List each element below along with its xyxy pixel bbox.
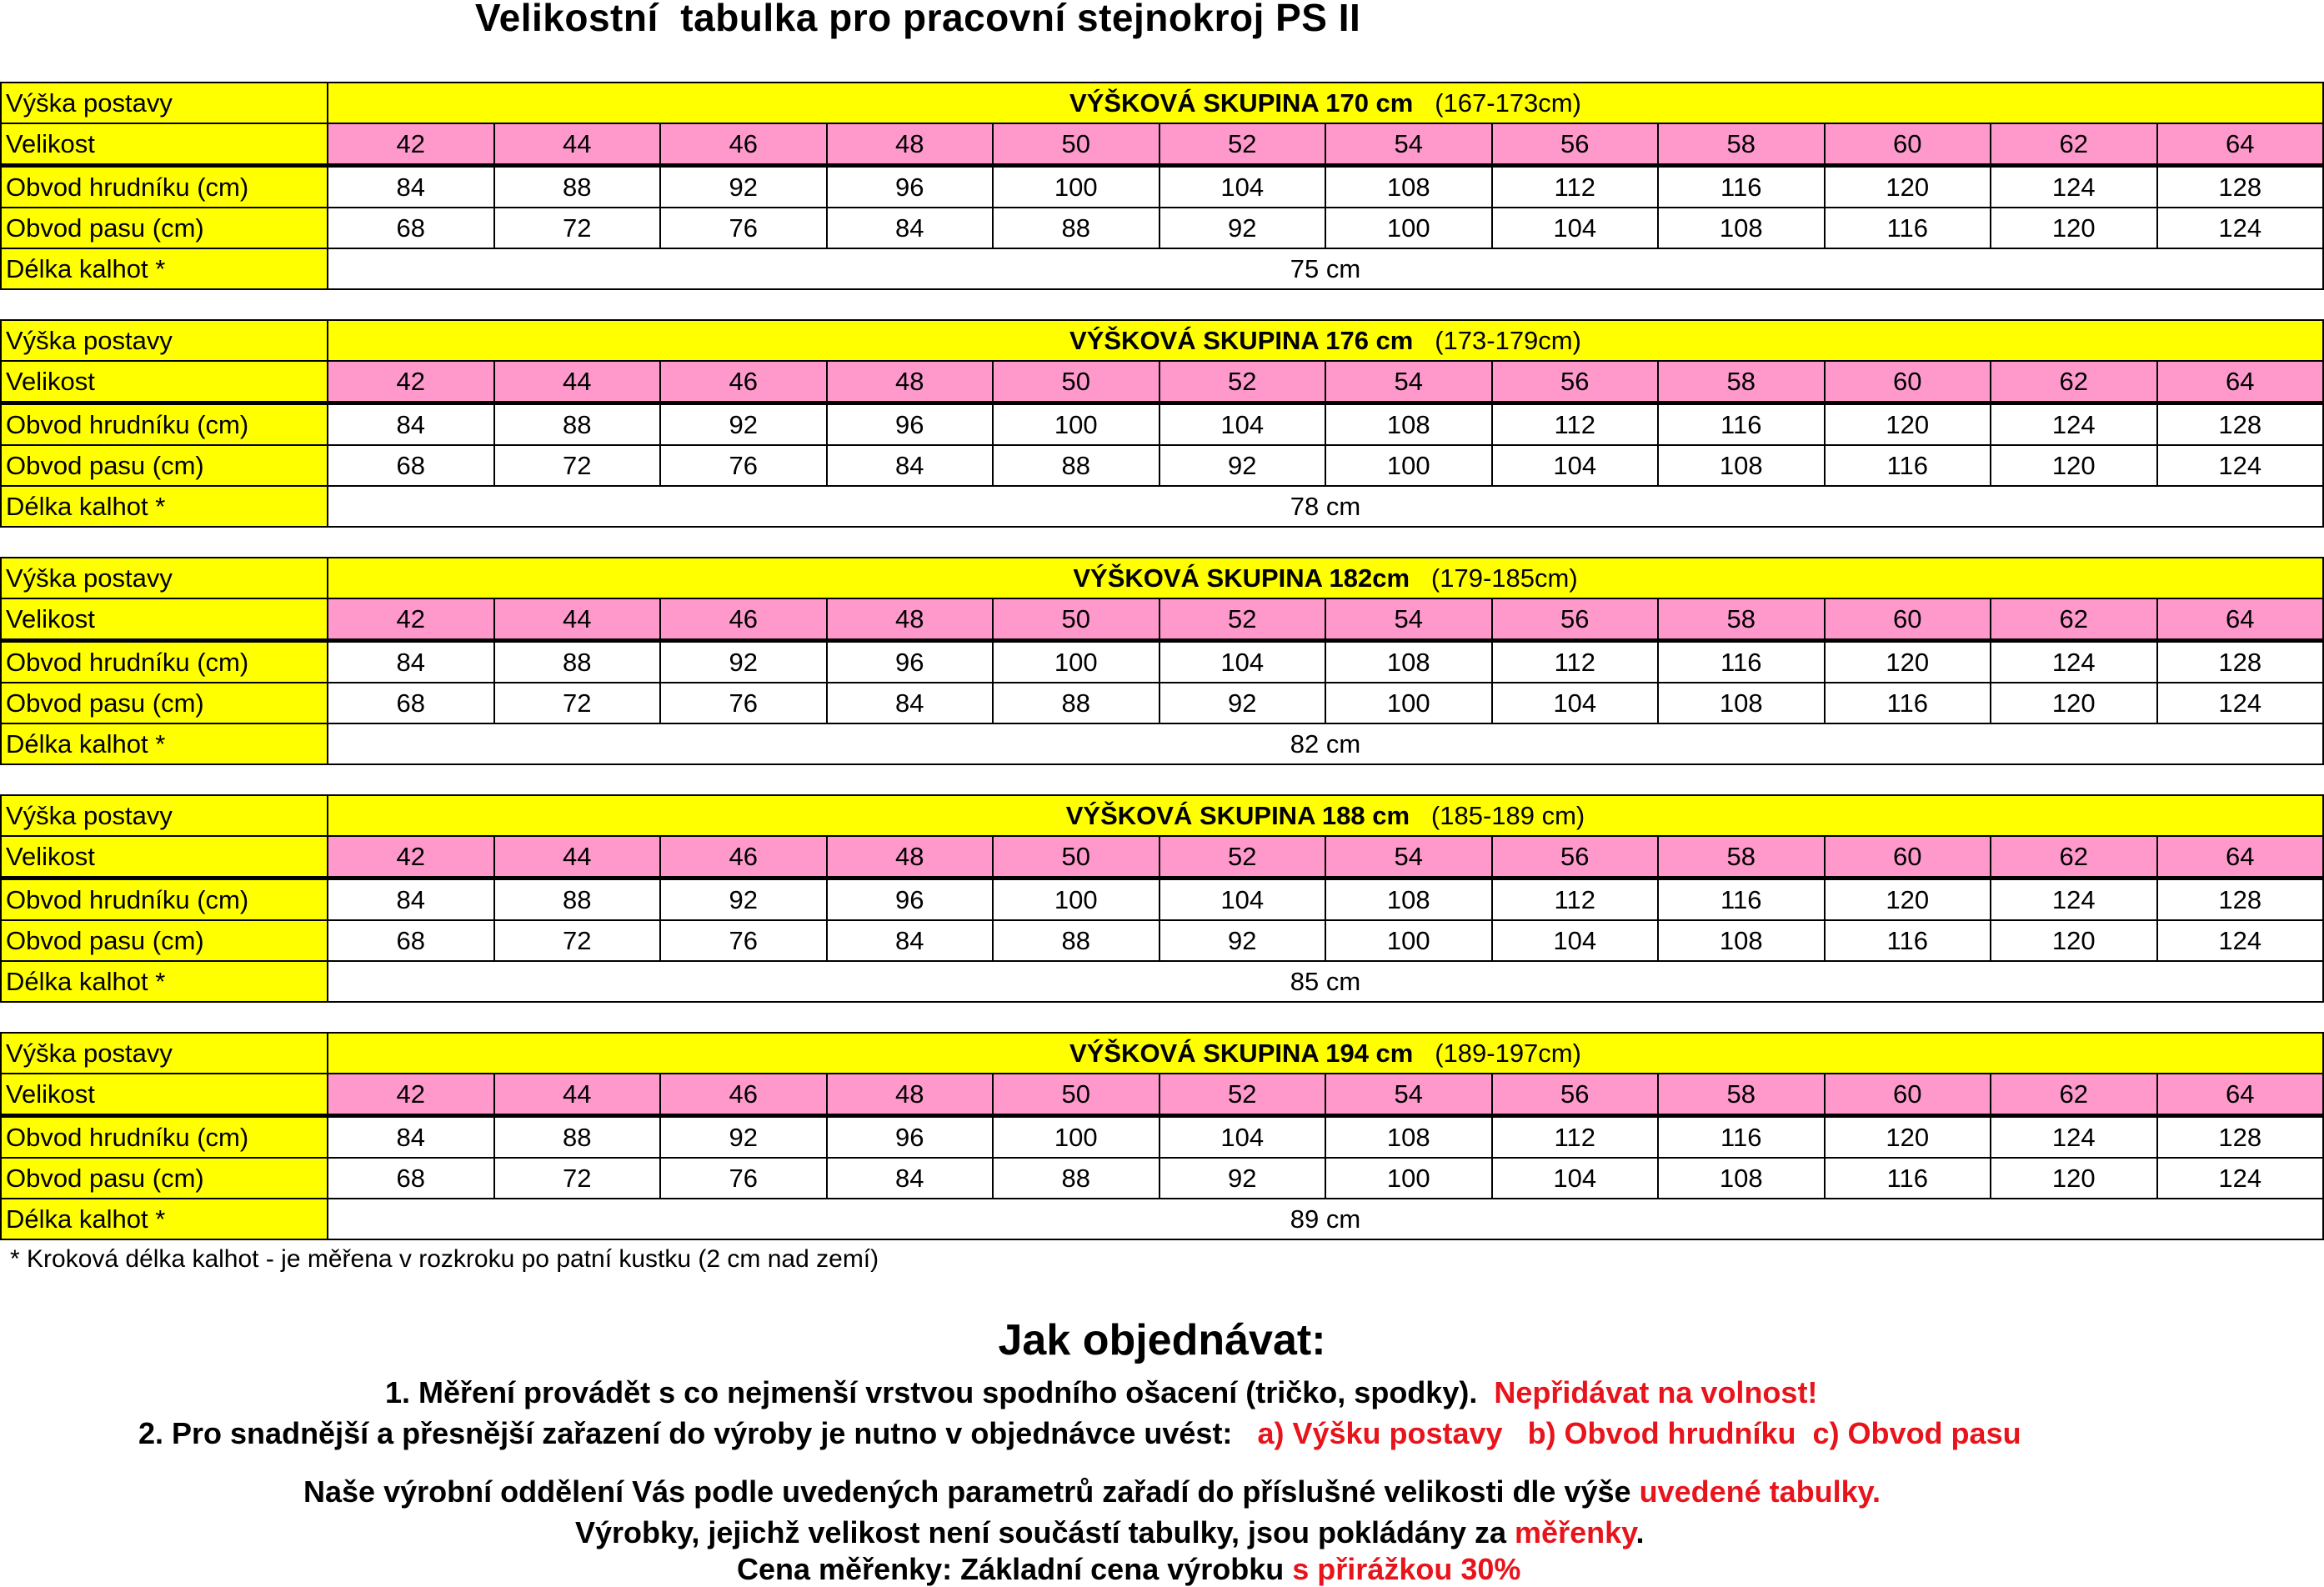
group-header — [328, 320, 2323, 361]
step-1 — [385, 1375, 1817, 1410]
size-row-label: Velikost — [1, 598, 328, 641]
group-range: (179-185cm) — [1430, 563, 1578, 593]
chest-row — [1, 641, 2323, 683]
waist-cell: 100 — [1325, 920, 1492, 961]
chest-cell: 104 — [1159, 403, 1326, 446]
size-cell: 62 — [1991, 836, 2157, 879]
pants-row-label: Délka kalhot * — [1, 1199, 328, 1239]
group-label: VÝŠKOVÁ SKUPINA 194 cm — [1069, 1038, 1414, 1068]
footnote: * Kroková délka kalhot - je měřena v rozkroku po patní kustku (2 cm nad zemí) — [10, 1245, 879, 1273]
height-row-label: Výška postavy — [1, 83, 328, 123]
chest-cell: 104 — [1159, 1116, 1326, 1159]
chest-cell: 116 — [1658, 403, 1825, 446]
pants-row — [1, 1199, 2323, 1239]
height-row — [1, 83, 2323, 123]
group-label: VÝŠKOVÁ SKUPINA 188 cm — [1065, 800, 1410, 830]
waist-cell: 68 — [328, 208, 494, 248]
info-line-2-text: Výrobky, jejichž velikost není součástí tabulky, jsou pokládány za — [575, 1515, 1507, 1549]
size-cell: 50 — [993, 123, 1159, 166]
size-cell: 48 — [827, 598, 994, 641]
size-cell: 54 — [1325, 1074, 1492, 1116]
waist-cell: 108 — [1658, 445, 1825, 486]
waist-cell: 68 — [328, 1158, 494, 1199]
group-header — [328, 83, 2323, 123]
group-range: (185-189 cm) — [1430, 800, 1585, 830]
size-cell: 46 — [660, 1074, 827, 1116]
step-1-warning: Nepřidávat na volnost! — [1494, 1375, 1818, 1409]
size-cell: 58 — [1658, 836, 1825, 879]
chest-cell: 104 — [1159, 166, 1326, 208]
waist-cell: 84 — [827, 445, 994, 486]
waist-cell: 120 — [1991, 445, 2157, 486]
chest-cell: 100 — [993, 641, 1159, 683]
waist-cell: 116 — [1825, 445, 1991, 486]
waist-row-label: Obvod pasu (cm) — [1, 1158, 328, 1199]
chest-cell: 96 — [827, 1116, 994, 1159]
pants-row — [1, 248, 2323, 289]
chest-cell: 120 — [1825, 166, 1991, 208]
chest-cell: 124 — [1991, 879, 2157, 921]
chest-row-label: Obvod hrudníku (cm) — [1, 879, 328, 921]
waist-cell: 100 — [1325, 683, 1492, 723]
pants-row — [1, 723, 2323, 764]
size-cell: 60 — [1825, 1074, 1991, 1116]
size-cell: 42 — [328, 123, 494, 166]
waist-cell: 116 — [1825, 1158, 1991, 1199]
waist-cell: 124 — [2157, 208, 2324, 248]
height-row — [1, 558, 2323, 598]
info-line-2-highlight: měřenky — [1515, 1515, 1636, 1549]
height-row — [1, 1033, 2323, 1074]
waist-cell: 72 — [494, 1158, 661, 1199]
waist-cell: 100 — [1325, 208, 1492, 248]
pants-length-cell: 75 cm — [328, 248, 2323, 289]
chest-cell: 120 — [1825, 403, 1991, 446]
step-2 — [138, 1416, 2021, 1451]
group-range: (189-197cm) — [1435, 1038, 1581, 1068]
size-cell: 52 — [1159, 123, 1326, 166]
size-cell: 58 — [1658, 123, 1825, 166]
chest-cell: 96 — [827, 641, 994, 683]
chest-row-label: Obvod hrudníku (cm) — [1, 403, 328, 446]
pants-length-cell: 85 cm — [328, 961, 2323, 1002]
size-cell: 50 — [993, 1074, 1159, 1116]
size-cell: 56 — [1492, 361, 1659, 403]
waist-cell: 108 — [1658, 208, 1825, 248]
info-line-1 — [303, 1474, 1881, 1509]
waist-cell: 104 — [1492, 1158, 1659, 1199]
waist-row — [1, 445, 2323, 486]
size-cell: 60 — [1825, 598, 1991, 641]
chest-cell: 92 — [660, 1116, 827, 1159]
page-title: Velikostní tabulka pro pracovní stejnokroj PS II — [475, 0, 1361, 39]
chest-cell: 84 — [328, 403, 494, 446]
group-label: VÝŠKOVÁ SKUPINA 182cm — [1073, 563, 1410, 593]
chest-cell: 96 — [827, 879, 994, 921]
chest-cell: 100 — [993, 1116, 1159, 1159]
chest-cell: 116 — [1658, 641, 1825, 683]
waist-cell: 84 — [827, 920, 994, 961]
waist-cell: 76 — [660, 920, 827, 961]
waist-cell: 108 — [1658, 920, 1825, 961]
size-cell: 42 — [328, 598, 494, 641]
waist-cell: 100 — [1325, 445, 1492, 486]
size-cell: 56 — [1492, 836, 1659, 879]
chest-cell: 128 — [2157, 403, 2324, 446]
waist-cell: 68 — [328, 683, 494, 723]
waist-cell: 76 — [660, 445, 827, 486]
chest-cell: 116 — [1658, 166, 1825, 208]
size-cell: 54 — [1325, 836, 1492, 879]
chest-cell: 104 — [1159, 641, 1326, 683]
size-table-group — [0, 1032, 2324, 1240]
chest-cell: 112 — [1492, 403, 1659, 446]
chest-cell: 108 — [1325, 1116, 1492, 1159]
size-cell: 52 — [1159, 598, 1326, 641]
waist-cell: 120 — [1991, 920, 2157, 961]
size-cell: 62 — [1991, 123, 2157, 166]
size-cell: 48 — [827, 1074, 994, 1116]
chest-cell: 128 — [2157, 1116, 2324, 1159]
size-row — [1, 598, 2323, 641]
pants-row — [1, 486, 2323, 527]
size-cell: 48 — [827, 361, 994, 403]
chest-cell: 128 — [2157, 879, 2324, 921]
size-cell: 44 — [494, 598, 661, 641]
height-row-label: Výška postavy — [1, 1033, 328, 1074]
waist-cell: 124 — [2157, 920, 2324, 961]
size-cell: 64 — [2157, 598, 2324, 641]
size-cell: 46 — [660, 598, 827, 641]
size-cell: 54 — [1325, 361, 1492, 403]
chest-cell: 112 — [1492, 166, 1659, 208]
size-cell: 50 — [993, 361, 1159, 403]
size-cell: 62 — [1991, 1074, 2157, 1116]
waist-cell: 120 — [1991, 208, 2157, 248]
chest-row — [1, 1116, 2323, 1159]
group-range: (173-179cm) — [1435, 325, 1581, 355]
chest-cell: 104 — [1159, 879, 1326, 921]
waist-cell: 76 — [660, 683, 827, 723]
size-cell: 58 — [1658, 1074, 1825, 1116]
chest-cell: 112 — [1492, 641, 1659, 683]
size-cell: 54 — [1325, 598, 1492, 641]
chest-cell: 108 — [1325, 641, 1492, 683]
waist-cell: 120 — [1991, 1158, 2157, 1199]
pants-row-label: Délka kalhot * — [1, 486, 328, 527]
info-line-1-text: Naše výrobní oddělení Vás podle uvedených parametrů zařadí do příslušné velikosti dle výše — [303, 1474, 1631, 1509]
chest-cell: 124 — [1991, 641, 2157, 683]
waist-cell: 116 — [1825, 683, 1991, 723]
waist-cell: 84 — [827, 1158, 994, 1199]
pants-row — [1, 961, 2323, 1002]
waist-cell: 92 — [1159, 1158, 1326, 1199]
waist-cell: 124 — [2157, 445, 2324, 486]
chest-cell: 112 — [1492, 879, 1659, 921]
pants-length-cell: 78 cm — [328, 486, 2323, 527]
chest-cell: 108 — [1325, 166, 1492, 208]
waist-cell: 68 — [328, 445, 494, 486]
waist-cell: 84 — [827, 683, 994, 723]
chest-cell: 88 — [494, 879, 661, 921]
group-header — [328, 558, 2323, 598]
height-row — [1, 795, 2323, 836]
chest-cell: 96 — [827, 166, 994, 208]
size-row — [1, 836, 2323, 879]
size-cell: 42 — [328, 361, 494, 403]
waist-row — [1, 1158, 2323, 1199]
chest-cell: 88 — [494, 166, 661, 208]
chest-cell: 120 — [1825, 1116, 1991, 1159]
waist-row-label: Obvod pasu (cm) — [1, 208, 328, 248]
info-line-3-highlight: s přirážkou 30% — [1292, 1552, 1521, 1586]
waist-cell: 76 — [660, 1158, 827, 1199]
size-row-label: Velikost — [1, 123, 328, 166]
size-cell: 42 — [328, 1074, 494, 1116]
waist-cell: 88 — [993, 445, 1159, 486]
info-line-3-text: Cena měřenky: Základní cena výrobku — [737, 1552, 1285, 1586]
waist-cell: 88 — [993, 683, 1159, 723]
size-row — [1, 361, 2323, 403]
chest-cell: 116 — [1658, 879, 1825, 921]
chest-cell: 84 — [328, 1116, 494, 1159]
info-line-1-highlight: uvedené tabulky. — [1639, 1474, 1881, 1509]
size-cell: 46 — [660, 123, 827, 166]
chest-row-label: Obvod hrudníku (cm) — [1, 1116, 328, 1159]
waist-cell: 108 — [1658, 683, 1825, 723]
pants-row-label: Délka kalhot * — [1, 961, 328, 1002]
waist-cell: 84 — [827, 208, 994, 248]
info-line-3 — [737, 1552, 1520, 1587]
group-header — [328, 795, 2323, 836]
pants-length-cell: 89 cm — [328, 1199, 2323, 1239]
waist-row-label: Obvod pasu (cm) — [1, 920, 328, 961]
chest-row-label: Obvod hrudníku (cm) — [1, 641, 328, 683]
size-cell: 52 — [1159, 1074, 1326, 1116]
chest-cell: 84 — [328, 879, 494, 921]
size-cell: 60 — [1825, 123, 1991, 166]
size-row-label: Velikost — [1, 361, 328, 403]
step-2-required-fields: a) Výšku postavy b) Obvod hrudníku c) Obvod pasu — [1257, 1416, 2021, 1450]
size-cell: 56 — [1492, 598, 1659, 641]
step-2-text: 2. Pro snadnější a přesnější zařazení do výroby je nutno v objednávce uvést: — [138, 1416, 1233, 1450]
chest-cell: 100 — [993, 166, 1159, 208]
chest-cell: 124 — [1991, 1116, 2157, 1159]
waist-cell: 104 — [1492, 208, 1659, 248]
chest-row — [1, 403, 2323, 446]
size-cell: 60 — [1825, 836, 1991, 879]
chest-cell: 84 — [328, 166, 494, 208]
size-cell: 46 — [660, 361, 827, 403]
height-row-label: Výška postavy — [1, 795, 328, 836]
size-cell: 48 — [827, 836, 994, 879]
waist-cell: 104 — [1492, 920, 1659, 961]
size-cell: 62 — [1991, 598, 2157, 641]
size-cell: 50 — [993, 836, 1159, 879]
group-range: (167-173cm) — [1435, 88, 1581, 118]
waist-cell: 92 — [1159, 445, 1326, 486]
size-cell: 48 — [827, 123, 994, 166]
waist-cell: 72 — [494, 445, 661, 486]
size-cell: 54 — [1325, 123, 1492, 166]
waist-cell: 72 — [494, 683, 661, 723]
size-cell: 56 — [1492, 1074, 1659, 1116]
size-table-group — [0, 82, 2324, 290]
height-row-label: Výška postavy — [1, 558, 328, 598]
waist-cell: 68 — [328, 920, 494, 961]
info-line-2 — [575, 1515, 1645, 1550]
size-cell: 44 — [494, 361, 661, 403]
pants-length-cell: 82 cm — [328, 723, 2323, 764]
size-cell: 64 — [2157, 123, 2324, 166]
group-label: VÝŠKOVÁ SKUPINA 170 cm — [1069, 88, 1414, 118]
waist-cell: 100 — [1325, 1158, 1492, 1199]
height-row-label: Výška postavy — [1, 320, 328, 361]
size-table-group — [0, 319, 2324, 528]
size-table-group — [0, 557, 2324, 765]
chest-cell: 92 — [660, 166, 827, 208]
waist-cell: 104 — [1492, 683, 1659, 723]
chest-cell: 88 — [494, 1116, 661, 1159]
info-line-2-end: . — [1635, 1515, 1645, 1549]
chest-cell: 88 — [494, 641, 661, 683]
chest-cell: 124 — [1991, 403, 2157, 446]
waist-row-label: Obvod pasu (cm) — [1, 683, 328, 723]
waist-cell: 124 — [2157, 1158, 2324, 1199]
waist-cell: 72 — [494, 208, 661, 248]
waist-cell: 92 — [1159, 683, 1326, 723]
chest-row — [1, 166, 2323, 208]
chest-cell: 120 — [1825, 879, 1991, 921]
waist-cell: 116 — [1825, 920, 1991, 961]
chest-cell: 116 — [1658, 1116, 1825, 1159]
waist-cell: 124 — [2157, 683, 2324, 723]
waist-cell: 88 — [993, 1158, 1159, 1199]
group-header — [328, 1033, 2323, 1074]
size-cell: 52 — [1159, 836, 1326, 879]
size-cell: 64 — [2157, 361, 2324, 403]
size-cell: 64 — [2157, 836, 2324, 879]
size-cell: 62 — [1991, 361, 2157, 403]
waist-row — [1, 208, 2323, 248]
chest-cell: 96 — [827, 403, 994, 446]
size-row-label: Velikost — [1, 836, 328, 879]
chest-cell: 92 — [660, 403, 827, 446]
chest-cell: 92 — [660, 879, 827, 921]
waist-cell: 104 — [1492, 445, 1659, 486]
waist-cell: 116 — [1825, 208, 1991, 248]
chest-cell: 112 — [1492, 1116, 1659, 1159]
chest-row-label: Obvod hrudníku (cm) — [1, 166, 328, 208]
waist-cell: 88 — [993, 920, 1159, 961]
size-cell: 50 — [993, 598, 1159, 641]
size-cell: 58 — [1658, 598, 1825, 641]
group-label: VÝŠKOVÁ SKUPINA 176 cm — [1069, 325, 1414, 355]
waist-cell: 72 — [494, 920, 661, 961]
size-row-label: Velikost — [1, 1074, 328, 1116]
size-cell: 44 — [494, 836, 661, 879]
chest-cell: 88 — [494, 403, 661, 446]
size-cell: 44 — [494, 1074, 661, 1116]
waist-cell: 88 — [993, 208, 1159, 248]
chest-cell: 100 — [993, 403, 1159, 446]
chest-cell: 128 — [2157, 166, 2324, 208]
chest-cell: 84 — [328, 641, 494, 683]
chest-cell: 92 — [660, 641, 827, 683]
size-cell: 64 — [2157, 1074, 2324, 1116]
size-cell: 56 — [1492, 123, 1659, 166]
size-row — [1, 123, 2323, 166]
size-cell: 60 — [1825, 361, 1991, 403]
height-row — [1, 320, 2323, 361]
waist-cell: 120 — [1991, 683, 2157, 723]
chest-row — [1, 879, 2323, 921]
chest-cell: 120 — [1825, 641, 1991, 683]
size-row — [1, 1074, 2323, 1116]
waist-cell: 76 — [660, 208, 827, 248]
size-cell: 52 — [1159, 361, 1326, 403]
step-1-text: 1. Měření provádět s co nejmenší vrstvou spodního ošacení (tričko, spodky). — [385, 1375, 1478, 1409]
waist-row-label: Obvod pasu (cm) — [1, 445, 328, 486]
waist-row — [1, 920, 2323, 961]
waist-cell: 108 — [1658, 1158, 1825, 1199]
chest-cell: 100 — [993, 879, 1159, 921]
waist-cell: 92 — [1159, 208, 1326, 248]
size-table-group — [0, 794, 2324, 1003]
chest-cell: 124 — [1991, 166, 2157, 208]
chest-cell: 128 — [2157, 641, 2324, 683]
waist-row — [1, 683, 2323, 723]
size-cell: 42 — [328, 836, 494, 879]
waist-cell: 92 — [1159, 920, 1326, 961]
pants-row-label: Délka kalhot * — [1, 248, 328, 289]
size-cell: 46 — [660, 836, 827, 879]
pants-row-label: Délka kalhot * — [1, 723, 328, 764]
chest-cell: 108 — [1325, 879, 1492, 921]
size-cell: 44 — [494, 123, 661, 166]
size-cell: 58 — [1658, 361, 1825, 403]
chest-cell: 108 — [1325, 403, 1492, 446]
howto-title: Jak objednávat: — [998, 1316, 1326, 1364]
